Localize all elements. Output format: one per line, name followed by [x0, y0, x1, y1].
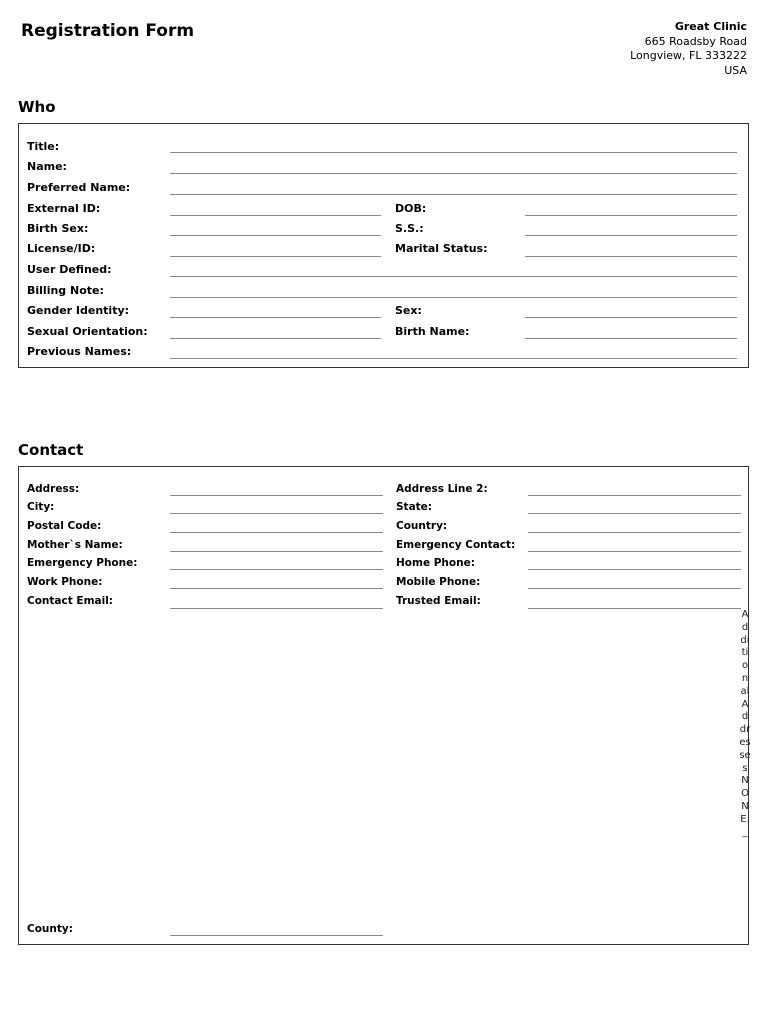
- external-id-label: External ID:: [27, 202, 101, 215]
- sexual-orientation-row: [19, 325, 748, 345]
- title-field[interactable]: [170, 152, 737, 153]
- birth-name-field[interactable]: [525, 338, 737, 339]
- billing-note-field[interactable]: [170, 297, 737, 298]
- trusted-email-label: Trusted Email:: [396, 595, 481, 607]
- emergency-contact-field[interactable]: [528, 551, 741, 552]
- contact-section: [18, 466, 749, 945]
- postal-code-field[interactable]: [170, 532, 383, 533]
- contact-email-label: Contact Email:: [27, 595, 113, 607]
- clinic-name: Great Clinic: [674, 20, 747, 33]
- sex-label: Sex:: [395, 304, 422, 317]
- birth-sex-row: [19, 222, 748, 242]
- additional-addresses-text: AdditionalAddressesNONE._: [739, 609, 751, 838]
- mobile-phone-field[interactable]: [528, 588, 741, 589]
- work-phone-row: [19, 576, 748, 596]
- mothers-name-label: Mother`s Name:: [27, 539, 123, 551]
- city-row: [19, 501, 748, 521]
- emergency-phone-field[interactable]: [170, 569, 383, 570]
- city-field[interactable]: [170, 513, 383, 514]
- who-section-heading: Who: [18, 98, 56, 116]
- mothers-name-row: [19, 539, 748, 559]
- contact-email-field[interactable]: [170, 608, 383, 609]
- external-id-field[interactable]: [170, 215, 381, 216]
- previous-names-label: Previous Names:: [27, 345, 132, 358]
- address-label: Address:: [27, 483, 80, 495]
- country-field[interactable]: [528, 532, 741, 533]
- license-id-label: License/ID:: [27, 242, 96, 255]
- address-field[interactable]: [170, 495, 383, 496]
- title-row: [19, 140, 748, 160]
- previous-names-row: [19, 345, 748, 365]
- mobile-phone-label: Mobile Phone:: [396, 576, 481, 588]
- marital-status-label: Marital Status:: [395, 242, 488, 255]
- marital-status-field[interactable]: [525, 256, 737, 257]
- address-line2-field[interactable]: [528, 495, 741, 496]
- city-label: City:: [27, 501, 55, 513]
- clinic-address-block: [630, 20, 747, 78]
- ss-field[interactable]: [525, 235, 737, 236]
- billing-note-row: [19, 284, 748, 304]
- gender-identity-label: Gender Identity:: [27, 304, 130, 317]
- user-defined-row: [19, 263, 748, 283]
- address-line2-label: Address Line 2:: [396, 483, 488, 495]
- birth-sex-label: Birth Sex:: [27, 222, 89, 235]
- county-row: [19, 923, 748, 943]
- state-label: State:: [396, 501, 433, 513]
- external-id-row: [19, 202, 748, 222]
- postal-code-row: [19, 520, 748, 540]
- name-row: [19, 160, 748, 180]
- address-row: [19, 483, 748, 503]
- name-label: Name:: [27, 160, 67, 173]
- contact-section-heading: Contact: [18, 441, 84, 459]
- emergency-phone-row: [19, 557, 748, 577]
- sexual-orientation-label: Sexual Orientation:: [27, 325, 148, 338]
- home-phone-label: Home Phone:: [396, 557, 475, 569]
- state-field[interactable]: [528, 513, 741, 514]
- birth-name-label: Birth Name:: [395, 325, 470, 338]
- sexual-orientation-field[interactable]: [170, 338, 381, 339]
- emergency-phone-label: Emergency Phone:: [27, 557, 138, 569]
- preferred-name-field[interactable]: [170, 194, 737, 195]
- form-title: Registration Form: [21, 21, 195, 41]
- preferred-name-label: Preferred Name:: [27, 181, 131, 194]
- country-label: Country:: [396, 520, 448, 532]
- preferred-name-row: [19, 181, 748, 201]
- clinic-city-line: Longview, FL 333222: [630, 49, 747, 62]
- trusted-email-field[interactable]: [528, 608, 741, 609]
- emergency-contact-label: Emergency Contact:: [396, 539, 516, 551]
- user-defined-label: User Defined:: [27, 263, 112, 276]
- work-phone-field[interactable]: [170, 588, 383, 589]
- clinic-country: USA: [724, 63, 747, 77]
- title-label: Title:: [27, 140, 60, 153]
- dob-label: DOB:: [395, 202, 427, 215]
- gender-identity-row: [19, 304, 748, 324]
- sex-field[interactable]: [525, 317, 737, 318]
- license-id-field[interactable]: [170, 256, 381, 257]
- license-id-row: [19, 242, 748, 262]
- who-section: [18, 123, 749, 368]
- ss-label: S.S.:: [395, 222, 424, 235]
- name-field[interactable]: [170, 173, 737, 174]
- home-phone-field[interactable]: [528, 569, 741, 570]
- birth-sex-field[interactable]: [170, 235, 381, 236]
- clinic-street: 665 Roadsby Road: [644, 34, 747, 48]
- gender-identity-field[interactable]: [170, 317, 381, 318]
- county-field[interactable]: [170, 935, 383, 936]
- county-label: County:: [27, 923, 73, 935]
- work-phone-label: Work Phone:: [27, 576, 103, 588]
- billing-note-label: Billing Note:: [27, 284, 104, 297]
- user-defined-field[interactable]: [170, 276, 737, 277]
- mothers-name-field[interactable]: [170, 551, 383, 552]
- previous-names-field[interactable]: [170, 358, 737, 359]
- postal-code-label: Postal Code:: [27, 520, 102, 532]
- contact-email-row: [19, 595, 748, 615]
- dob-field[interactable]: [525, 215, 737, 216]
